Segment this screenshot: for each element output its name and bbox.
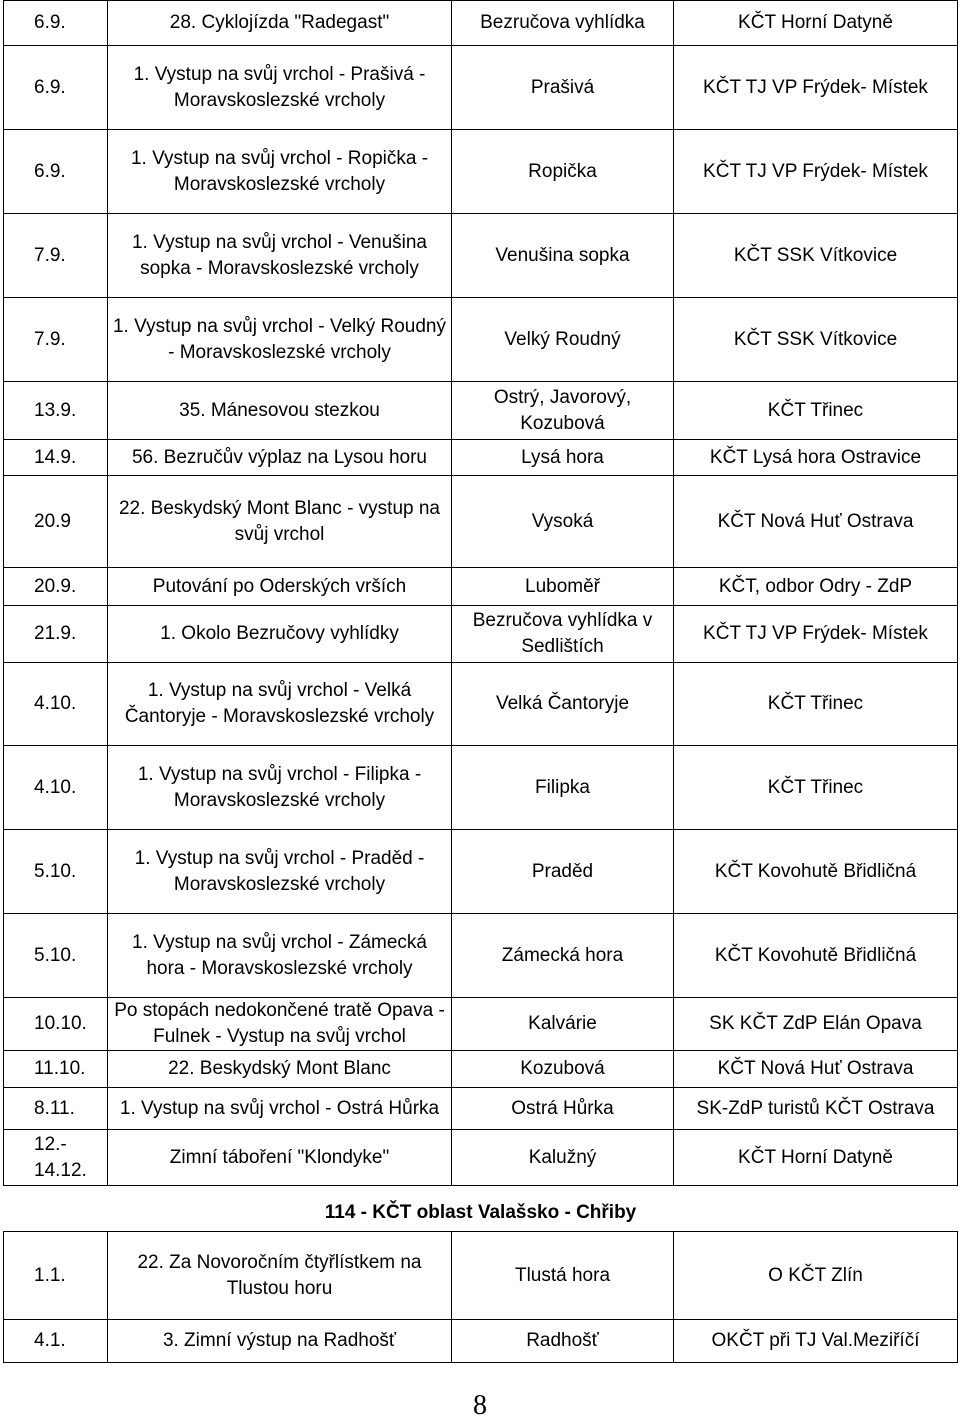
table-row xyxy=(4,1088,958,1130)
event-name-cell: 22. Beskydský Mont Blanc - vystup na svůj vrchol xyxy=(108,476,452,568)
organizer-cell: KČT Horní Datyně xyxy=(674,1,958,46)
table-row xyxy=(4,214,958,298)
table-row xyxy=(4,382,958,440)
table-row xyxy=(4,914,958,998)
event-name-cell: 1. Vystup na svůj vrchol - Filipka - Moravskoslezské vrcholy xyxy=(108,746,452,830)
event-name-cell: Zimní táboření "Klondyke" xyxy=(108,1130,452,1186)
event-name-cell: 1. Okolo Bezručovy vyhlídky xyxy=(108,606,452,663)
place-cell: Vysoká xyxy=(452,476,674,568)
organizer-cell: KČT Horní Datyně xyxy=(674,1130,958,1186)
organizer-cell: KČT Nová Huť Ostrava xyxy=(674,476,958,568)
event-name-cell: 1. Vystup na svůj vrchol - Zámecká hora - Moravskoslezské vrcholy xyxy=(108,914,452,998)
table-row xyxy=(4,830,958,914)
table-row xyxy=(4,568,958,606)
organizer-cell: KČT SSK Vítkovice xyxy=(674,298,958,382)
date-cell: 14.9. xyxy=(4,440,108,476)
place-cell: Luboměř xyxy=(452,568,674,606)
date-cell: 12.- 14.12. xyxy=(4,1130,108,1186)
table-row xyxy=(4,1232,958,1320)
place-cell: Bezručova vyhlídka v Sedlištích xyxy=(452,606,674,663)
section-row xyxy=(4,1186,958,1232)
table-row xyxy=(4,298,958,382)
organizer-cell: KČT Lysá hora Ostravice xyxy=(674,440,958,476)
place-cell: Radhošť xyxy=(452,1320,674,1363)
event-name-cell: 1. Vystup na svůj vrchol - Velká Čantoryje - Moravskoslezské vrcholy xyxy=(108,663,452,746)
place-cell: Filipka xyxy=(452,746,674,830)
date-cell: 4.1. xyxy=(4,1320,108,1363)
date-cell: 7.9. xyxy=(4,214,108,298)
place-cell: Venušina sopka xyxy=(452,214,674,298)
date-cell: 4.10. xyxy=(4,746,108,830)
event-name-cell: 56. Bezručův výplaz na Lysou horu xyxy=(108,440,452,476)
event-name-cell: Po stopách nedokončené tratě Opava - Fulnek - Vystup na svůj vrchol xyxy=(108,998,452,1051)
place-cell: Zámecká hora xyxy=(452,914,674,998)
event-name-cell: 22. Beskydský Mont Blanc xyxy=(108,1051,452,1088)
organizer-cell: KČT TJ VP Frýdek- Místek xyxy=(674,606,958,663)
organizer-cell: SK KČT ZdP Elán Opava xyxy=(674,998,958,1051)
place-cell: Velký Roudný xyxy=(452,298,674,382)
place-cell: Prašivá xyxy=(452,46,674,130)
table-row xyxy=(4,746,958,830)
place-cell: Kalvárie xyxy=(452,998,674,1051)
table-row xyxy=(4,1130,958,1186)
table-row xyxy=(4,1,958,46)
organizer-cell: KČT Třinec xyxy=(674,663,958,746)
organizer-cell: KČT Kovohutě Břidličná xyxy=(674,830,958,914)
event-name-cell: 35. Mánesovou stezkou xyxy=(108,382,452,440)
date-cell: 20.9. xyxy=(4,568,108,606)
date-cell: 6.9. xyxy=(4,1,108,46)
place-cell: Kozubová xyxy=(452,1051,674,1088)
table-row xyxy=(4,440,958,476)
table-row xyxy=(4,606,958,663)
organizer-cell: KČT Nová Huť Ostrava xyxy=(674,1051,958,1088)
place-cell: Ropička xyxy=(452,130,674,214)
page-number: 8 xyxy=(473,1390,487,1421)
date-cell: 7.9. xyxy=(4,298,108,382)
place-cell: Velká Čantoryje xyxy=(452,663,674,746)
section-title: 114 - KČT oblast Valašsko - Chřiby xyxy=(4,1186,958,1232)
date-cell: 20.9 xyxy=(4,476,108,568)
date-cell: 13.9. xyxy=(4,382,108,440)
organizer-cell: KČT Kovohutě Břidličná xyxy=(674,914,958,998)
event-name-cell: 1. Vystup na svůj vrchol - Prašivá - Moravskoslezské vrcholy xyxy=(108,46,452,130)
date-cell: 6.9. xyxy=(4,46,108,130)
table-row xyxy=(4,1320,958,1363)
date-cell: 5.10. xyxy=(4,830,108,914)
place-cell: Praděd xyxy=(452,830,674,914)
date-cell: 4.10. xyxy=(4,663,108,746)
table-row xyxy=(4,130,958,214)
date-cell: 21.9. xyxy=(4,606,108,663)
date-cell: 6.9. xyxy=(4,130,108,214)
table-row xyxy=(4,998,958,1051)
event-name-cell: 1. Vystup na svůj vrchol - Ostrá Hůrka xyxy=(108,1088,452,1130)
table-row xyxy=(4,1051,958,1088)
organizer-cell: OKČT při TJ Val.Meziříčí xyxy=(674,1320,958,1363)
organizer-cell: KČT Třinec xyxy=(674,746,958,830)
organizer-cell: KČT, odbor Odry - ZdP xyxy=(674,568,958,606)
organizer-cell: O KČT Zlín xyxy=(674,1232,958,1320)
place-cell: Ostrý, Javorový, Kozubová xyxy=(452,382,674,440)
event-name-cell: 1. Vystup na svůj vrchol - Ropička - Moravskoslezské vrcholy xyxy=(108,130,452,214)
place-cell: Lysá hora xyxy=(452,440,674,476)
table-row xyxy=(4,46,958,130)
event-name-cell: 1. Vystup na svůj vrchol - Praděd - Moravskoslezské vrcholy xyxy=(108,830,452,914)
organizer-cell: KČT TJ VP Frýdek- Místek xyxy=(674,130,958,214)
event-table xyxy=(3,0,958,1363)
organizer-cell: SK-ZdP turistů KČT Ostrava xyxy=(674,1088,958,1130)
organizer-cell: KČT TJ VP Frýdek- Místek xyxy=(674,46,958,130)
place-cell: Bezručova vyhlídka xyxy=(452,1,674,46)
event-name-cell: 22. Za Novoročním čtyřlístkem na Tlustou horu xyxy=(108,1232,452,1320)
event-name-cell: Putování po Oderských vrších xyxy=(108,568,452,606)
date-cell: 5.10. xyxy=(4,914,108,998)
place-cell: Ostrá Hůrka xyxy=(452,1088,674,1130)
event-name-cell: 1. Vystup na svůj vrchol - Velký Roudný - Moravskoslezské vrcholy xyxy=(108,298,452,382)
date-cell: 8.11. xyxy=(4,1088,108,1130)
date-cell: 10.10. xyxy=(4,998,108,1051)
organizer-cell: KČT SSK Vítkovice xyxy=(674,214,958,298)
event-name-cell: 3. Zimní výstup na Radhošť xyxy=(108,1320,452,1363)
event-name-cell: 1. Vystup na svůj vrchol - Venušina sopka - Moravskoslezské vrcholy xyxy=(108,214,452,298)
place-cell: Kalužný xyxy=(452,1130,674,1186)
table-row xyxy=(4,663,958,746)
event-name-cell: 28. Cyklojízda "Radegast" xyxy=(108,1,452,46)
organizer-cell: KČT Třinec xyxy=(674,382,958,440)
date-cell: 11.10. xyxy=(4,1051,108,1088)
table-row xyxy=(4,476,958,568)
place-cell: Tlustá hora xyxy=(452,1232,674,1320)
date-cell: 1.1. xyxy=(4,1232,108,1320)
